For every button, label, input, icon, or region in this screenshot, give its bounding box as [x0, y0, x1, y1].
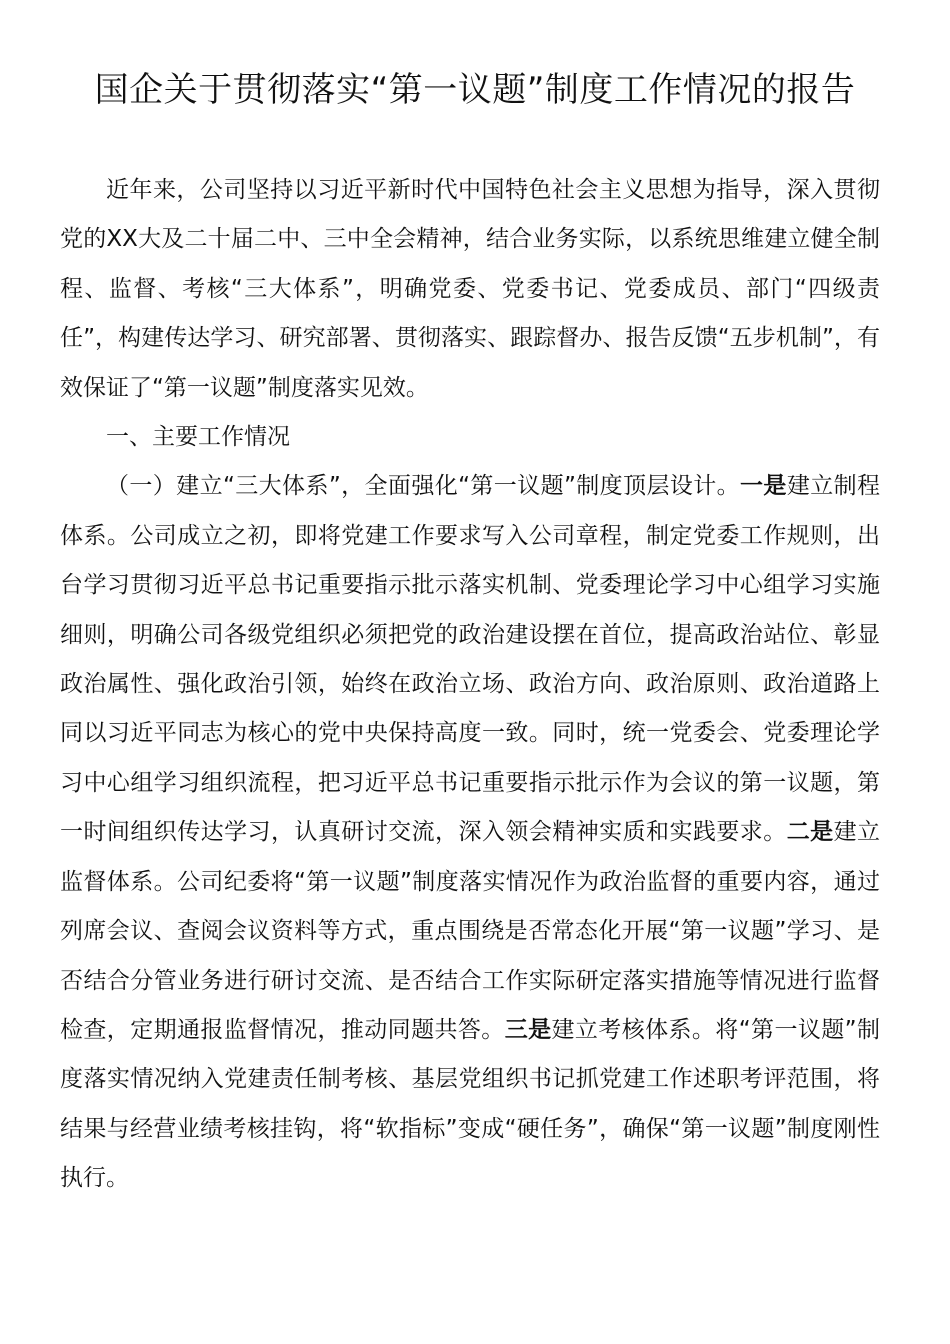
section-heading: 一、主要工作情况 [106, 424, 290, 451]
point-text-2: 建立监督体系。公司纪委将“第一议题”制度落实情况作为政治监督的重要内容，通过列席会议、查阅会议资料等方式，重点围绕是否常态化开展“第一议题”学习、是否结合分管业务进行研讨交流、是否结合工作实际研定落实措施等情况进行监督检查，定期通报监督情况，推动同题共答。 [60, 819, 881, 1043]
point-label-3: 三是 [504, 1016, 552, 1043]
document-body [60, 166, 880, 1204]
subsection-heading: （一）建立“三大体系”，全面强化“第一议题”制度顶层设计。 [106, 473, 741, 500]
intro-paragraph: 近年来，公司坚持以习近平新时代中国特色社会主义思想为指导，深入贯彻党的XX大及二十届二中、三中全会精神，结合业务实际，以系统思维建立健全制程、监督、考核“三大体系”，明确党委、党委书记、党委成员、部门“四级责任”，构建传达学习、研究部署、贯彻落实、跟踪督办、报告反馈“五步机制”，有效保证了“第一议题”制度落实见效。 [60, 177, 880, 401]
point-text-1: 建立制程体系。公司成立之初，即将党建工作要求写入公司章程，制定党委工作规则，出台学习贯彻习近平总书记重要指示批示落实机制、党委理论学习中心组学习实施细则，明确公司各级党组织必须把党的政治建设摆在首位，提高政治站位、彰显政治属性、强化政治引领，始终在政治立场、政治方向、政治原则、政治道路上同以习近平同志为核心的党中央保持高度一致。同时，统一党委会、党委理论学习中心组学习组织流程，把习近平总书记重要指示批示作为会议的第一议题，第一时间组织传达学习，认真研讨交流，深入领会精神实质和实践要求。 [60, 473, 881, 846]
point-label-1: 一是 [740, 473, 787, 500]
point-text-3: 建立考核体系。将“第一议题”制度落实情况纳入党建责任制考核、基层党组织书记抓党建工作述职考评范围，将结果与经营业绩考核挂钩，将“软指标”变成“硬任务”，确保“第一议题”制度刚性执行。 [60, 1016, 880, 1192]
subsection-paragraph [60, 462, 880, 1203]
document-title: 国企关于贯彻落实“第一议题”制度工作情况的报告 [94, 70, 856, 110]
point-label-2: 二是 [786, 819, 834, 846]
